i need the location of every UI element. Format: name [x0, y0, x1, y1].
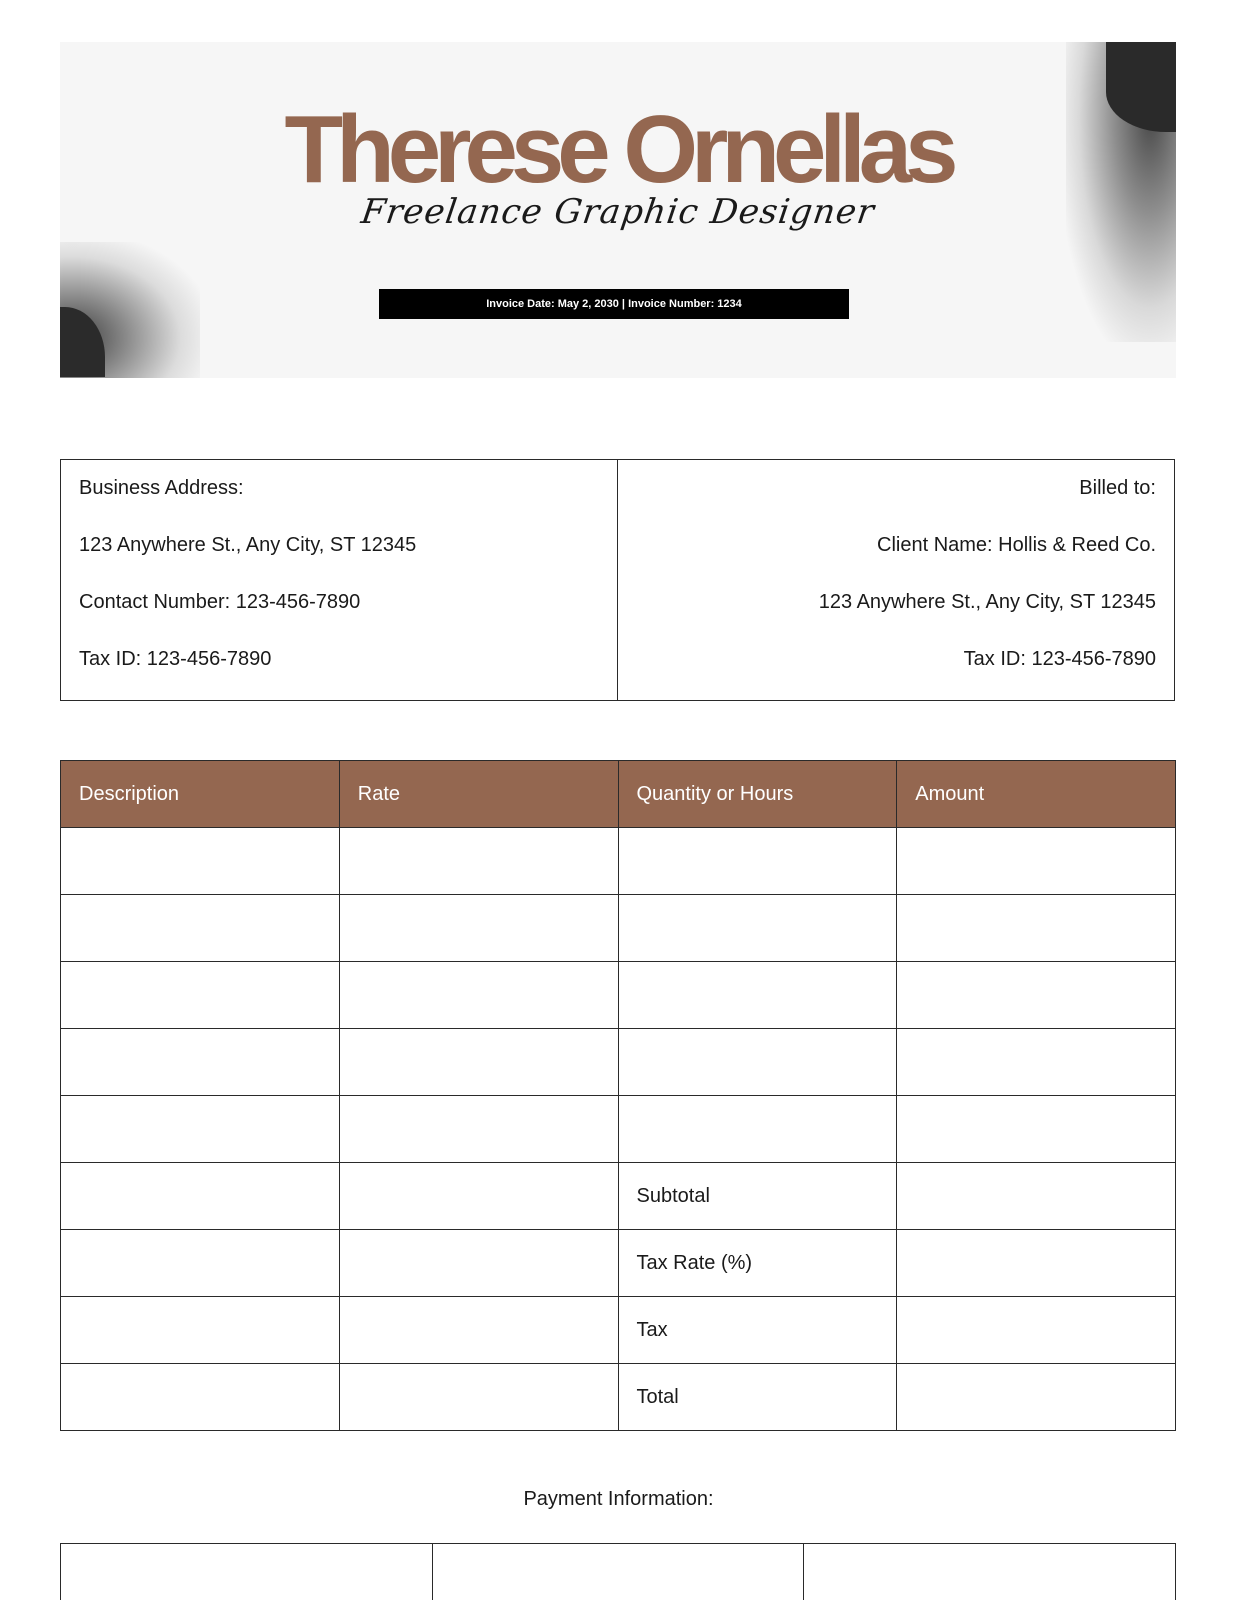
cell-description[interactable] [61, 828, 340, 895]
cell-amount[interactable] [897, 1029, 1176, 1096]
cell-rate[interactable] [339, 1029, 618, 1096]
cell-description[interactable] [61, 1364, 340, 1431]
payment-cell[interactable] [61, 1544, 433, 1600]
cell-rate[interactable] [339, 1230, 618, 1297]
cell-amount[interactable] [897, 895, 1176, 962]
cell-description[interactable] [61, 1230, 340, 1297]
column-header-amount: Amount [897, 761, 1176, 828]
column-header-description: Description [61, 761, 340, 828]
table-header-row [61, 761, 1176, 828]
cell-quantity[interactable] [618, 1029, 897, 1096]
cell-rate[interactable] [339, 1096, 618, 1163]
table-row [61, 1029, 1176, 1096]
cell-rate[interactable] [339, 1364, 618, 1431]
designer-subtitle: Freelance Graphic Designer [358, 192, 878, 232]
table-row [61, 895, 1176, 962]
cell-rate[interactable] [339, 828, 618, 895]
cell-description[interactable] [61, 1297, 340, 1364]
cell-quantity[interactable] [618, 828, 897, 895]
client-name: Client Name: Hollis & Reed Co. [877, 534, 1156, 556]
total-amount[interactable] [897, 1364, 1176, 1431]
cell-quantity[interactable] [618, 895, 897, 962]
cell-amount[interactable] [897, 828, 1176, 895]
cell-description[interactable] [61, 962, 340, 1029]
billed-to-column [618, 460, 1174, 700]
subtotal-row [61, 1163, 1176, 1230]
client-address-line: 123 Anywhere St., Any City, ST 12345 [818, 591, 1156, 613]
total-label: Total [618, 1364, 897, 1431]
tax-amount[interactable] [897, 1297, 1176, 1364]
business-tax-id: Tax ID: 123-456-7890 [79, 648, 272, 670]
cell-rate[interactable] [339, 1297, 618, 1364]
tax-rate-value[interactable] [897, 1230, 1176, 1297]
cell-amount[interactable] [897, 1096, 1176, 1163]
business-contact-number: Contact Number: 123-456-7890 [79, 591, 361, 613]
cell-rate[interactable] [339, 1163, 618, 1230]
tax-rate-label: Tax Rate (%) [618, 1230, 897, 1297]
table-row [61, 1096, 1176, 1163]
billed-to-heading: Billed to: [1079, 477, 1156, 499]
designer-name: Therese Ornellas [284, 96, 952, 203]
tax-rate-row [61, 1230, 1176, 1297]
business-address-column [61, 460, 618, 700]
cell-rate[interactable] [339, 895, 618, 962]
table-row [61, 962, 1176, 1029]
invoice-date-number-bar: Invoice Date: May 2, 2030 | Invoice Number: 1234 [379, 289, 849, 319]
total-row [61, 1364, 1176, 1431]
business-address-line: 123 Anywhere St., Any City, ST 12345 [79, 534, 417, 556]
tax-label: Tax [618, 1297, 897, 1364]
column-header-rate: Rate [339, 761, 618, 828]
invoice-header [60, 42, 1176, 378]
cell-description[interactable] [61, 895, 340, 962]
table-row [61, 828, 1176, 895]
invoice-items-table [60, 760, 1176, 1431]
cell-description[interactable] [61, 1096, 340, 1163]
payment-cell[interactable] [433, 1544, 805, 1600]
client-tax-id: Tax ID: 123-456-7890 [963, 648, 1156, 670]
payment-information-table [60, 1543, 1176, 1600]
payment-cell[interactable] [804, 1544, 1175, 1600]
payment-information-title: Payment Information: [523, 1488, 714, 1510]
cell-description[interactable] [61, 1029, 340, 1096]
column-header-quantity: Quantity or Hours [618, 761, 897, 828]
tax-row [61, 1297, 1176, 1364]
cell-rate[interactable] [339, 962, 618, 1029]
cell-description[interactable] [61, 1163, 340, 1230]
subtotal-label: Subtotal [618, 1163, 897, 1230]
business-address-heading: Business Address: [79, 477, 244, 499]
address-box [60, 459, 1175, 701]
subtotal-amount[interactable] [897, 1163, 1176, 1230]
cell-quantity[interactable] [618, 1096, 897, 1163]
cell-amount[interactable] [897, 962, 1176, 1029]
cell-quantity[interactable] [618, 962, 897, 1029]
